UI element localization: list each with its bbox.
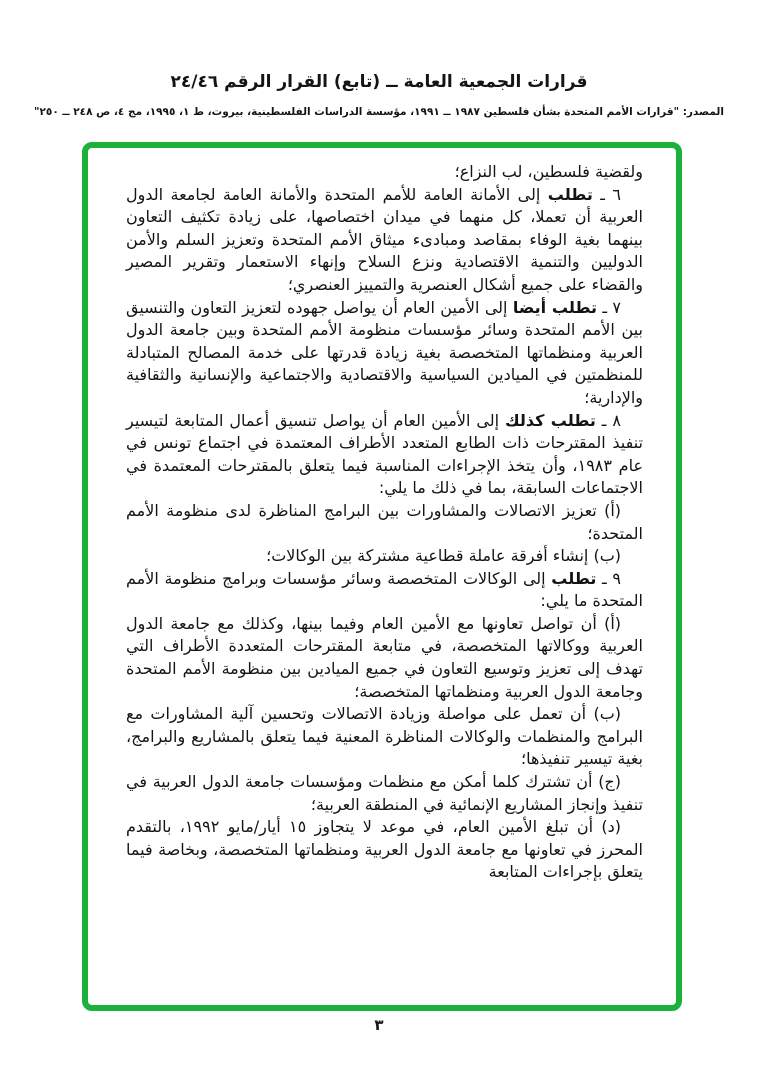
text-segment: تطلب كذلك <box>504 410 596 430</box>
text-segment: تطلب أيضا <box>512 297 597 317</box>
text-segment: ٨ ـ <box>595 410 621 430</box>
text-segment: إلى الأمين العام أن يواصل جهوده لتعزيز التعاون والتنسيق بين الأمم المتحدة وسائر مؤسسات منظومة الأمم المتحدة وبين جامعة الدول العربية ومنظماتها المتخصصة بغية زيادة قدرتها على خدمة المصالح المتبادلة للمنظمتين في الميادين السياسية والاقتصادية والاجتماعية والإنسانية والثقافية والإدارية؛ <box>126 297 643 407</box>
text-segment: (أ) تعزيز الاتصالات والمشاورات بين البرامج المناظرة لدى منظومة الأمم المتحدة؛ <box>126 500 643 543</box>
page-number: ٣ <box>374 1016 384 1034</box>
text-segment: ٧ ـ <box>597 297 621 317</box>
text-segment: (ج) أن تشترك كلما أمكن مع منظمات ومؤسسات جامعة الدول العربية في تنفيذ وإنجاز المشاريع الإنمائية في المنطقة العربية؛ <box>126 772 643 814</box>
text-segment: تطلب <box>547 184 593 204</box>
body-paragraph <box>126 184 643 297</box>
text-segment: إلى الأمانة العامة للأمم المتحدة والأمانة العامة لجامعة الدول العربية أن تعملا، كل منهما في ميدان اختصاصها، على زيادة تكثيف التعاون بينهما بغية الوفاء بمقاصد ومبادىء ميثاق الأمم المتحدة وتعزيز السلم والأمن الدوليين والتنمية الاقتصادية ونزع السلاح وإنهاء الاستعمار وتقرير المصير والقضاء على جميع أشكال العنصرية والتمييز العنصري؛ <box>126 184 643 294</box>
page-title: قرارات الجمعية العامة ــ (تابع) القرار الرقم ٢٤/٤٦ <box>170 72 588 92</box>
body-paragraph <box>126 500 643 545</box>
text-segment: (ب) أن تعمل على مواصلة وزيادة الاتصالات وتحسين آلية المشاورات مع البرامج والمنظمات والوكالات المناظرة المعنية فيما يتعلق بالمشاريع والبرامج، بغية تيسير تنفيذها؛ <box>126 704 643 769</box>
text-segment: (د) أن تبلغ الأمين العام، في موعد لا يتجاوز ١٥ أيار/مايو ١٩٩٢، بالتقدم المحرز في تعاونها مع جامعة الدول العربية ومنظماتها المتخصصة، وبخاصة فيما يتعلق بإجراءات المتابعة <box>126 817 643 882</box>
body-paragraph <box>126 545 643 568</box>
text-segment: (ب) إنشاء أفرقة عاملة قطاعية مشتركة بين الوكالات؛ <box>266 546 621 566</box>
body-paragraph <box>126 771 643 816</box>
body-paragraph <box>126 613 643 703</box>
body-paragraph <box>126 410 643 500</box>
body-text <box>88 148 676 884</box>
text-segment: تطلب <box>551 568 597 588</box>
text-segment: (أ) أن تواصل تعاونها مع الأمين العام وفيما بينها، وكذلك مع جامعة الدول العربية ووكالاتها المتخصصة، في متابعة المقترحات المتعددة الأطراف التي تهدف إلى تعزيز وتوسيع التعاون في جميع الميادين بين منظومة الأمم المتحدة وجامعة الدول العربية ومنظماتها المتخصصة؛ <box>126 613 643 701</box>
content-border-box <box>82 142 682 1011</box>
body-paragraph <box>126 297 643 410</box>
text-segment: إلى الأمين العام أن يواصل تنسيق أعمال المتابعة لتيسير تنفيذ المقترحات ذات الطابع المتعدد الأطراف المعتمدة في اجتماع تونس في عام ١٩٨٣، وأن يتخذ الإجراءات المناسبة فيما يتعلق بالمقترحات المعتمدة في الاجتماعات السابقة، بما في ذلك ما يلي: <box>126 410 644 498</box>
body-paragraph <box>126 816 643 884</box>
source-line: المصدر: "قرارات الأمم المتحدة بشأن فلسطين ١٩٨٧ ــ ١٩٩١، مؤسسة الدراسات الفلسطينية، بيروت، ط ١، ١٩٩٥، مج ٤، ص ٢٤٨ ــ ٢٥٠" <box>34 106 724 118</box>
body-paragraph <box>126 568 643 613</box>
text-segment: ٦ ـ <box>592 184 621 204</box>
text-segment: ٩ ـ <box>596 568 622 588</box>
text-segment: ولقضية فلسطين، لب النزاع؛ <box>454 162 643 181</box>
body-paragraph <box>126 161 643 184</box>
text-segment: إلى الوكالات المتخصصة وسائر مؤسسات وبرامج منظومة الأمم المتحدة ما يلي: <box>126 568 643 611</box>
body-paragraph <box>126 703 643 771</box>
